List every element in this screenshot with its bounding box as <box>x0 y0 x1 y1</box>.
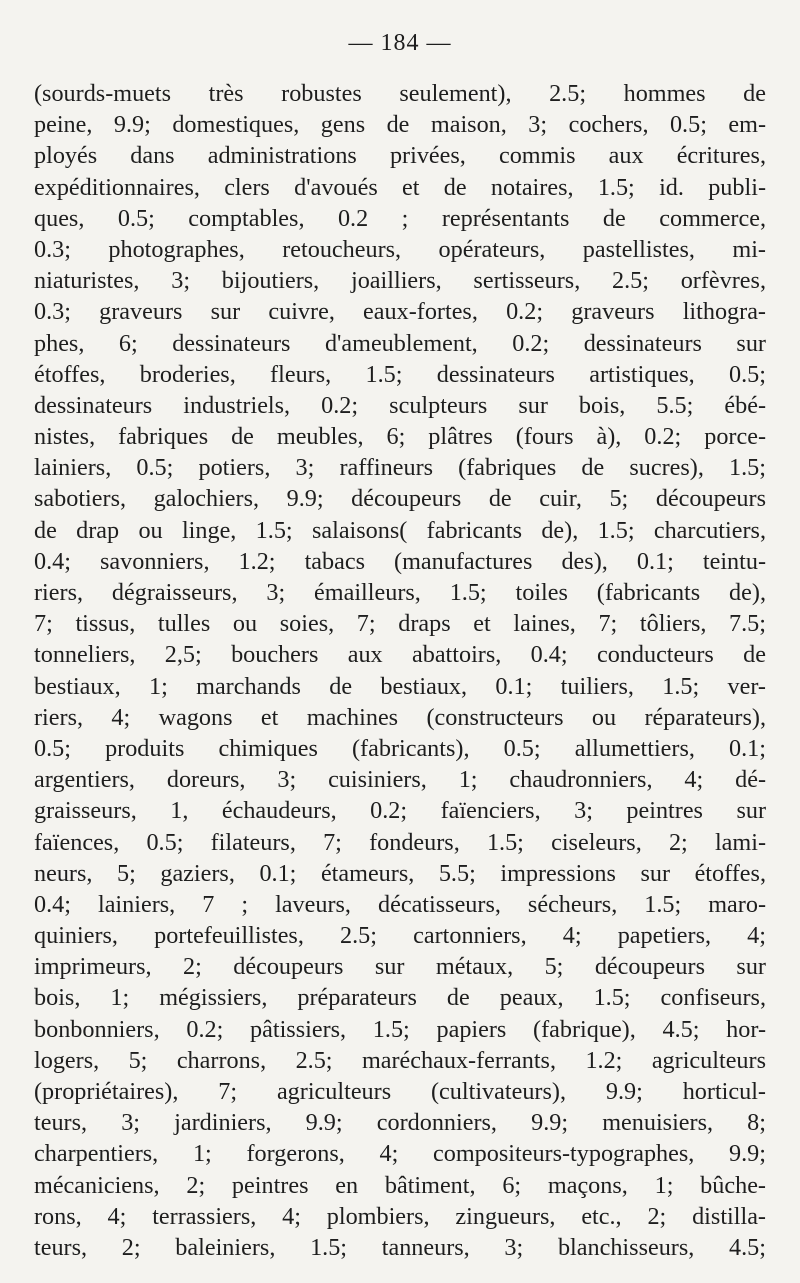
text-line: étoffes, broderies, fleurs, 1.5; dessinateurs artistiques, 0.5; <box>34 360 766 388</box>
text-line: graisseurs, 1, échaudeurs, 0.2; faïenciers, 3; peintres sur <box>34 797 766 825</box>
text-line: lainiers, 0.5; potiers, 3; raffineurs (fabriques de sucres), 1.5; <box>34 454 766 482</box>
text-line: bestiaux, 1; marchands de bestiaux, 0.1; tuiliers, 1.5; ver- <box>34 672 766 700</box>
page-number: — 184 — <box>348 30 452 56</box>
text-line: 0.3; graveurs sur cuivre, eaux-fortes, 0.2; graveurs lithogra- <box>34 298 766 326</box>
text-line: 0.4; lainiers, 7 ; laveurs, décatisseurs, sécheurs, 1.5; maro- <box>34 890 766 918</box>
text-line: expéditionnaires, clers d'avoués et de notaires, 1.5; id. publi- <box>34 173 766 201</box>
text-line: (sourds-muets très robustes seulement), 2.5; hommes de <box>34 80 766 107</box>
text-line: (propriétaires), 7; agriculteurs (cultivateurs), 9.9; horticul- <box>34 1078 766 1105</box>
text-line: faïences, 0.5; filateurs, 7; fondeurs, 1.5; ciseleurs, 2; lami- <box>34 828 766 856</box>
text-line: quiniers, portefeuillistes, 2.5; cartonniers, 4; papetiers, 4; <box>34 922 766 950</box>
text-line: argentiers, doreurs, 3; cuisiniers, 1; chaudronniers, 4; dé- <box>34 766 766 794</box>
text-line: logers, 5; charrons, 2.5; maréchaux-ferrants, 1.2; agriculteurs <box>34 1046 766 1074</box>
text-line: nistes, fabriques de meubles, 6; plâtres (fours à), 0.2; porce- <box>34 423 766 451</box>
text-line: rons, 4; terrassiers, 4; plombiers, zingueurs, etc., 2; distilla- <box>34 1202 766 1230</box>
text-line: riers, dégraisseurs, 3; émailleurs, 1.5; toiles (fabricants de), <box>34 579 766 606</box>
text-line: dessinateurs industriels, 0.2; sculpteurs sur bois, 5.5; ébé- <box>34 391 766 419</box>
text-line: teurs, 3; jardiniers, 9.9; cordonniers, 9.9; menuisiers, 8; <box>34 1109 766 1137</box>
text-line: niaturistes, 3; bijoutiers, joailliers, sertisseurs, 2.5; orfèvres, <box>34 267 766 295</box>
text-line: imprimeurs, 2; découpeurs sur métaux, 5; découpeurs sur <box>34 953 766 981</box>
text-line: tonneliers, 2,5; bouchers aux abattoirs, 0.4; conducteurs de <box>34 641 766 669</box>
text-line: mécaniciens, 2; peintres en bâtiment, 6; maçons, 1; bûche- <box>34 1171 766 1199</box>
text-line: ques, 0.5; comptables, 0.2 ; représentants de commerce, <box>34 204 766 232</box>
text-line: charpentiers, 1; forgerons, 4; compositeurs-typographes, 9.9; <box>34 1140 766 1168</box>
text-line: ployés dans administrations privées, commis aux écritures, <box>34 142 766 170</box>
text-line: bonbonniers, 0.2; pâtissiers, 1.5; papiers (fabrique), 4.5; hor- <box>34 1015 766 1043</box>
text-line: peine, 9.9; domestiques, gens de maison, 3; cochers, 0.5; em- <box>34 111 766 139</box>
text-line: riers, 4; wagons et machines (constructeurs ou réparateurs), <box>34 703 766 731</box>
text-line: 7; tissus, tulles ou soies, 7; draps et laines, 7; tôliers, 7.5; <box>34 610 766 638</box>
text-line: phes, 6; dessinateurs d'ameublement, 0.2; dessinateurs sur <box>34 329 766 357</box>
text-line: teurs, 2; baleiniers, 1.5; tanneurs, 3; blanchisseurs, 4.5; <box>34 1233 766 1261</box>
text-line: neurs, 5; gaziers, 0.1; étameurs, 5.5; impressions sur étoffes, <box>34 859 766 887</box>
body-text <box>34 78 766 1263</box>
text-line: 0.4; savonniers, 1.2; tabacs (manufactures des), 0.1; teintu- <box>34 547 766 575</box>
text-line: 0.5; produits chimiques (fabricants), 0.5; allumettiers, 0.1; <box>34 734 766 762</box>
text-line: bois, 1; mégissiers, préparateurs de peaux, 1.5; confiseurs, <box>34 984 766 1012</box>
text-line: de drap ou linge, 1.5; salaisons( fabricants de), 1.5; charcutiers, <box>34 516 766 544</box>
text-line: 0.3; photographes, retoucheurs, opérateurs, pastellistes, mi- <box>34 235 766 263</box>
text-line: sabotiers, galochiers, 9.9; découpeurs de cuir, 5; découpeurs <box>34 485 766 513</box>
